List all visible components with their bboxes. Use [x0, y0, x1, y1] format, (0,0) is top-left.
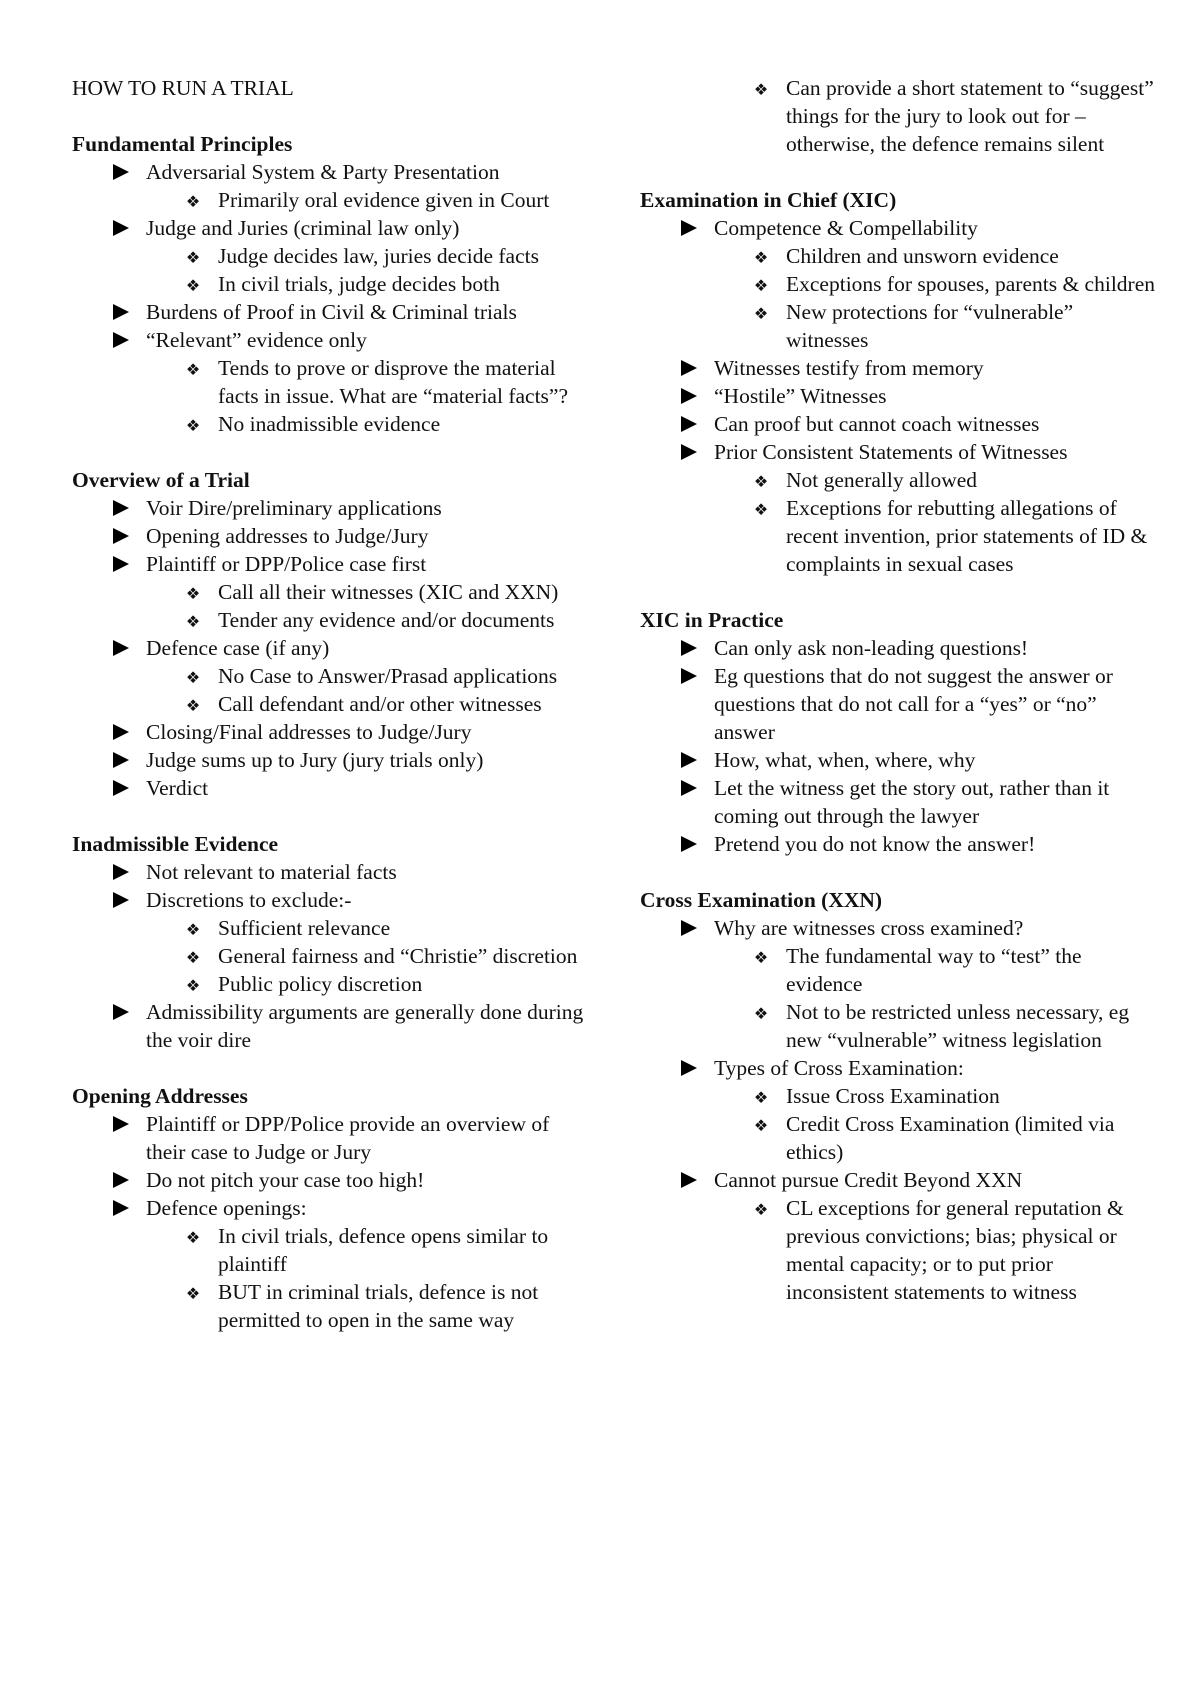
diamond-bullet-icon: [750, 270, 772, 300]
triangle-glyph: [113, 528, 129, 544]
diamond-glyph: ❖: [753, 80, 769, 99]
bullet-text: Let the witness get the story out, rather than it coming out through the lawyer: [714, 776, 1110, 828]
triangle-glyph: [681, 1172, 697, 1188]
sub-bullet-item: [72, 1222, 592, 1278]
bullet-text: No Case to Answer/Prasad applications: [218, 664, 558, 688]
bullet-text: Verdict: [146, 776, 209, 800]
triangle-glyph: [681, 1060, 697, 1076]
diamond-bullet-icon: [750, 1110, 772, 1140]
triangle-bullet-icon: [678, 1054, 700, 1083]
triangle-glyph: [681, 920, 697, 936]
triangle-glyph: [681, 444, 697, 460]
triangle-bullet-icon: [110, 550, 132, 579]
bullet-item: [72, 886, 592, 914]
bullet-text: Call all their witnesses (XIC and XXN): [218, 580, 559, 604]
diamond-bullet-icon: [182, 410, 204, 440]
sub-bullet-item: [640, 242, 1160, 270]
bullet-item: [72, 1166, 592, 1194]
triangle-glyph: [681, 836, 697, 852]
bullet-text: Adversarial System & Party Presentation: [146, 160, 500, 184]
bullet-text: Do not pitch your case too high!: [146, 1168, 425, 1192]
diamond-glyph: ❖: [185, 612, 201, 631]
bullet-item: [640, 830, 1160, 858]
bullet-item: [72, 1194, 592, 1222]
bullet-item: [640, 662, 1160, 746]
diamond-bullet-icon: [182, 662, 204, 692]
triangle-glyph: [113, 1116, 129, 1132]
bullet-text: Defence case (if any): [146, 636, 330, 660]
diamond-bullet-icon: [750, 242, 772, 272]
bullet-text: Why are witnesses cross examined?: [714, 916, 1024, 940]
bullet-text: Witnesses testify from memory: [714, 356, 984, 380]
diamond-glyph: ❖: [185, 248, 201, 267]
bullet-text: Not generally allowed: [786, 468, 978, 492]
bullet-text: In civil trials, judge decides both: [218, 272, 500, 296]
bullet-item: [640, 774, 1160, 830]
triangle-bullet-icon: [678, 214, 700, 243]
bullet-text: Can only ask non-leading questions!: [714, 636, 1029, 660]
bullet-text: Can proof but cannot coach witnesses: [714, 412, 1040, 436]
section-heading: XIC in Practice: [640, 608, 784, 632]
bullet-text: Not to be restricted unless necessary, eg new “vulnerable” witness legislation: [786, 1000, 1130, 1052]
bullet-text: Not relevant to material facts: [146, 860, 397, 884]
triangle-bullet-icon: [110, 634, 132, 663]
triangle-bullet-icon: [110, 746, 132, 775]
triangle-bullet-icon: [110, 494, 132, 523]
triangle-bullet-icon: [110, 774, 132, 803]
continued-list: [640, 74, 1160, 158]
triangle-glyph: [113, 892, 129, 908]
sub-bullet-item: [640, 1082, 1160, 1110]
bullet-text: Exceptions for rebutting allegations of recent invention, prior statements of ID & complaints in sexual cases: [786, 496, 1148, 576]
diamond-bullet-icon: [182, 1278, 204, 1308]
triangle-glyph: [681, 752, 697, 768]
sub-bullet-item: [72, 354, 592, 410]
triangle-bullet-icon: [678, 662, 700, 691]
bullet-item: [72, 634, 592, 662]
triangle-glyph: [113, 304, 129, 320]
section: [640, 606, 1160, 858]
diamond-glyph: ❖: [753, 304, 769, 323]
diamond-bullet-icon: [750, 1082, 772, 1112]
sub-bullet-item: [72, 942, 592, 970]
triangle-bullet-icon: [678, 914, 700, 943]
sub-bullet-item: [72, 690, 592, 718]
sub-bullet-item: [72, 578, 592, 606]
triangle-glyph: [113, 164, 129, 180]
bullet-text: The fundamental way to “test” the evidence: [786, 944, 1082, 996]
bullet-text: Exceptions for spouses, parents & children: [786, 272, 1155, 296]
bullet-text: Eg questions that do not suggest the answer or questions that do not call for a “yes” or “no” answer: [714, 664, 1113, 744]
triangle-bullet-icon: [110, 858, 132, 887]
diamond-glyph: ❖: [185, 696, 201, 715]
sub-bullet-item: [640, 270, 1160, 298]
diamond-glyph: ❖: [753, 1116, 769, 1135]
bullet-text: Closing/Final addresses to Judge/Jury: [146, 720, 472, 744]
bullet-text: Primarily oral evidence given in Court: [218, 188, 550, 212]
bullet-item: [72, 522, 592, 550]
triangle-bullet-icon: [678, 634, 700, 663]
diamond-bullet-icon: [750, 942, 772, 972]
triangle-bullet-icon: [110, 1110, 132, 1139]
bullet-text: Pretend you do not know the answer!: [714, 832, 1036, 856]
triangle-bullet-icon: [110, 522, 132, 551]
triangle-glyph: [681, 780, 697, 796]
triangle-glyph: [681, 220, 697, 236]
triangle-bullet-icon: [110, 998, 132, 1027]
triangle-glyph: [681, 388, 697, 404]
bullet-item: [640, 214, 1160, 242]
section-heading: Fundamental Principles: [72, 132, 293, 156]
triangle-glyph: [113, 864, 129, 880]
bullet-item: [640, 914, 1160, 942]
triangle-glyph: [113, 1200, 129, 1216]
bullet-text: Public policy discretion: [218, 972, 423, 996]
bullet-item: [72, 746, 592, 774]
diamond-glyph: ❖: [185, 1284, 201, 1303]
diamond-bullet-icon: [182, 914, 204, 944]
bullet-item: [640, 438, 1160, 466]
section: [72, 130, 592, 438]
bullet-text: “Hostile” Witnesses: [714, 384, 887, 408]
diamond-bullet-icon: [750, 466, 772, 496]
bullet-item: [72, 718, 592, 746]
diamond-bullet-icon: [182, 606, 204, 636]
bullet-text: Admissibility arguments are generally done during the voir dire: [146, 1000, 584, 1052]
sub-bullet-item: [72, 410, 592, 438]
triangle-bullet-icon: [110, 158, 132, 187]
diamond-glyph: ❖: [753, 1088, 769, 1107]
diamond-glyph: ❖: [753, 248, 769, 267]
diamond-glyph: ❖: [185, 920, 201, 939]
diamond-bullet-icon: [750, 74, 772, 104]
triangle-bullet-icon: [678, 438, 700, 467]
sub-bullet-item: [72, 186, 592, 214]
bullet-item: [72, 298, 592, 326]
bullet-item: [72, 494, 592, 522]
sub-bullet-item: [640, 1194, 1160, 1306]
section: [72, 1082, 592, 1334]
bullet-text: Cannot pursue Credit Beyond XXN: [714, 1168, 1023, 1192]
triangle-glyph: [113, 556, 129, 572]
sub-bullet-item: [72, 662, 592, 690]
diamond-bullet-icon: [750, 298, 772, 328]
bullet-item: [72, 998, 592, 1054]
bullet-text: Voir Dire/preliminary applications: [146, 496, 442, 520]
diamond-glyph: ❖: [753, 948, 769, 967]
triangle-bullet-icon: [110, 1166, 132, 1195]
bullet-text: Defence openings:: [146, 1196, 307, 1220]
triangle-bullet-icon: [678, 354, 700, 383]
section: [72, 830, 592, 1054]
section: [640, 186, 1160, 578]
diamond-bullet-icon: [182, 270, 204, 300]
bullet-item: [72, 326, 592, 354]
bullet-item: [640, 410, 1160, 438]
sub-bullet-item: [72, 914, 592, 942]
diamond-glyph: ❖: [185, 416, 201, 435]
triangle-bullet-icon: [110, 214, 132, 243]
sub-bullet-item: [640, 298, 1160, 354]
section-heading: Examination in Chief (XIC): [640, 188, 897, 212]
left-column: [72, 74, 592, 1362]
triangle-glyph: [113, 724, 129, 740]
diamond-glyph: ❖: [753, 1004, 769, 1023]
bullet-item: [640, 354, 1160, 382]
section: [72, 466, 592, 802]
diamond-bullet-icon: [182, 354, 204, 384]
bullet-item: [72, 550, 592, 578]
triangle-bullet-icon: [110, 298, 132, 327]
triangle-glyph: [113, 1172, 129, 1188]
bullet-item: [72, 158, 592, 186]
triangle-bullet-icon: [678, 830, 700, 859]
bullet-text: Competence & Compellability: [714, 216, 978, 240]
triangle-bullet-icon: [678, 1166, 700, 1195]
diamond-glyph: ❖: [185, 668, 201, 687]
right-sections: [640, 186, 1160, 1306]
bullet-text: Tends to prove or disprove the material facts in issue. What are “material facts”?: [218, 356, 568, 408]
bullet-text: Burdens of Proof in Civil & Criminal trials: [146, 300, 517, 324]
section-heading: Opening Addresses: [72, 1084, 248, 1108]
document-title: HOW TO RUN A TRIAL: [72, 76, 294, 100]
triangle-glyph: [113, 500, 129, 516]
section-heading: Overview of a Trial: [72, 468, 250, 492]
sub-bullet-item: [72, 606, 592, 634]
bullet-item: [640, 382, 1160, 410]
diamond-bullet-icon: [182, 970, 204, 1000]
sub-bullet-item: [640, 998, 1160, 1054]
bullet-text: “Relevant” evidence only: [146, 328, 367, 352]
triangle-glyph: [681, 360, 697, 376]
diamond-glyph: ❖: [753, 472, 769, 491]
bullet-text: Opening addresses to Judge/Jury: [146, 524, 429, 548]
diamond-glyph: ❖: [185, 948, 201, 967]
bullet-text: Tender any evidence and/or documents: [218, 608, 555, 632]
triangle-bullet-icon: [110, 1194, 132, 1223]
diamond-bullet-icon: [750, 494, 772, 524]
triangle-glyph: [681, 668, 697, 684]
diamond-glyph: ❖: [753, 1200, 769, 1219]
bullet-text: Sufficient relevance: [218, 916, 391, 940]
bullet-text: Can provide a short statement to “suggest” things for the jury to look out for – otherwise, the defence remains silent: [786, 76, 1154, 156]
bullet-text: Children and unsworn evidence: [786, 244, 1059, 268]
bullet-item: [72, 774, 592, 802]
bullet-text: CL exceptions for general reputation & previous convictions; bias; physical or mental capacity; or to put prior inconsistent statements to witness: [786, 1196, 1124, 1304]
diamond-glyph: ❖: [185, 584, 201, 603]
section-heading: Inadmissible Evidence: [72, 832, 279, 856]
triangle-glyph: [681, 640, 697, 656]
triangle-bullet-icon: [678, 382, 700, 411]
sub-bullet-item: [640, 942, 1160, 998]
bullet-item: [640, 1166, 1160, 1194]
bullet-text: How, what, when, where, why: [714, 748, 976, 772]
diamond-glyph: ❖: [185, 276, 201, 295]
triangle-bullet-icon: [678, 410, 700, 439]
diamond-glyph: ❖: [185, 976, 201, 995]
bullet-text: Call defendant and/or other witnesses: [218, 692, 542, 716]
bullet-text: Prior Consistent Statements of Witnesses: [714, 440, 1068, 464]
diamond-glyph: ❖: [753, 500, 769, 519]
triangle-glyph: [113, 220, 129, 236]
bullet-item: [640, 1054, 1160, 1082]
bullet-item: [72, 1110, 592, 1166]
section-heading: Cross Examination (XXN): [640, 888, 883, 912]
bullet-text: New protections for “vulnerable” witnesses: [786, 300, 1074, 352]
diamond-glyph: ❖: [185, 1228, 201, 1247]
sub-bullet-item: [72, 242, 592, 270]
bullet-text: In civil trials, defence opens similar to plaintiff: [218, 1224, 549, 1276]
bullet-text: Plaintiff or DPP/Police provide an overview of their case to Judge or Jury: [146, 1112, 550, 1164]
diamond-bullet-icon: [182, 690, 204, 720]
diamond-bullet-icon: [182, 578, 204, 608]
sub-bullet-item: [72, 270, 592, 298]
diamond-glyph: ❖: [753, 276, 769, 295]
sub-bullet-item: [72, 970, 592, 998]
bullet-text: Judge decides law, juries decide facts: [218, 244, 539, 268]
bullet-item: [72, 214, 592, 242]
sub-bullet-item: [640, 466, 1160, 494]
bullet-text: Judge sums up to Jury (jury trials only): [146, 748, 484, 772]
bullet-item: [640, 746, 1160, 774]
triangle-glyph: [113, 780, 129, 796]
bullet-text: General fairness and “Christie” discretion: [218, 944, 578, 968]
sub-bullet-item: [640, 74, 1160, 158]
bullet-item: [640, 634, 1160, 662]
diamond-bullet-icon: [750, 998, 772, 1028]
diamond-bullet-icon: [750, 1194, 772, 1224]
bullet-text: Types of Cross Examination:: [714, 1056, 964, 1080]
diamond-bullet-icon: [182, 1222, 204, 1252]
diamond-bullet-icon: [182, 942, 204, 972]
diamond-glyph: ❖: [185, 192, 201, 211]
triangle-glyph: [113, 332, 129, 348]
triangle-glyph: [113, 640, 129, 656]
bullet-text: Judge and Juries (criminal law only): [146, 216, 460, 240]
triangle-glyph: [113, 752, 129, 768]
diamond-bullet-icon: [182, 242, 204, 272]
bullet-text: No inadmissible evidence: [218, 412, 441, 436]
triangle-glyph: [681, 416, 697, 432]
bullet-text: Discretions to exclude:-: [146, 888, 352, 912]
triangle-bullet-icon: [110, 326, 132, 355]
bullet-text: Credit Cross Examination (limited via ethics): [786, 1112, 1115, 1164]
bullet-text: Plaintiff or DPP/Police case first: [146, 552, 427, 576]
bullet-text: BUT in criminal trials, defence is not permitted to open in the same way: [218, 1280, 539, 1332]
triangle-glyph: [113, 1004, 129, 1020]
triangle-bullet-icon: [110, 886, 132, 915]
diamond-glyph: ❖: [185, 360, 201, 379]
triangle-bullet-icon: [110, 718, 132, 747]
sub-bullet-item: [640, 1110, 1160, 1166]
left-sections: [72, 130, 592, 1334]
right-column: [640, 74, 1160, 1334]
section: [640, 886, 1160, 1306]
sub-bullet-item: [72, 1278, 592, 1334]
bullet-item: [72, 858, 592, 886]
diamond-bullet-icon: [182, 186, 204, 216]
sub-bullet-item: [640, 494, 1160, 578]
bullet-text: Issue Cross Examination: [786, 1084, 1000, 1108]
triangle-bullet-icon: [678, 746, 700, 775]
triangle-bullet-icon: [678, 774, 700, 803]
